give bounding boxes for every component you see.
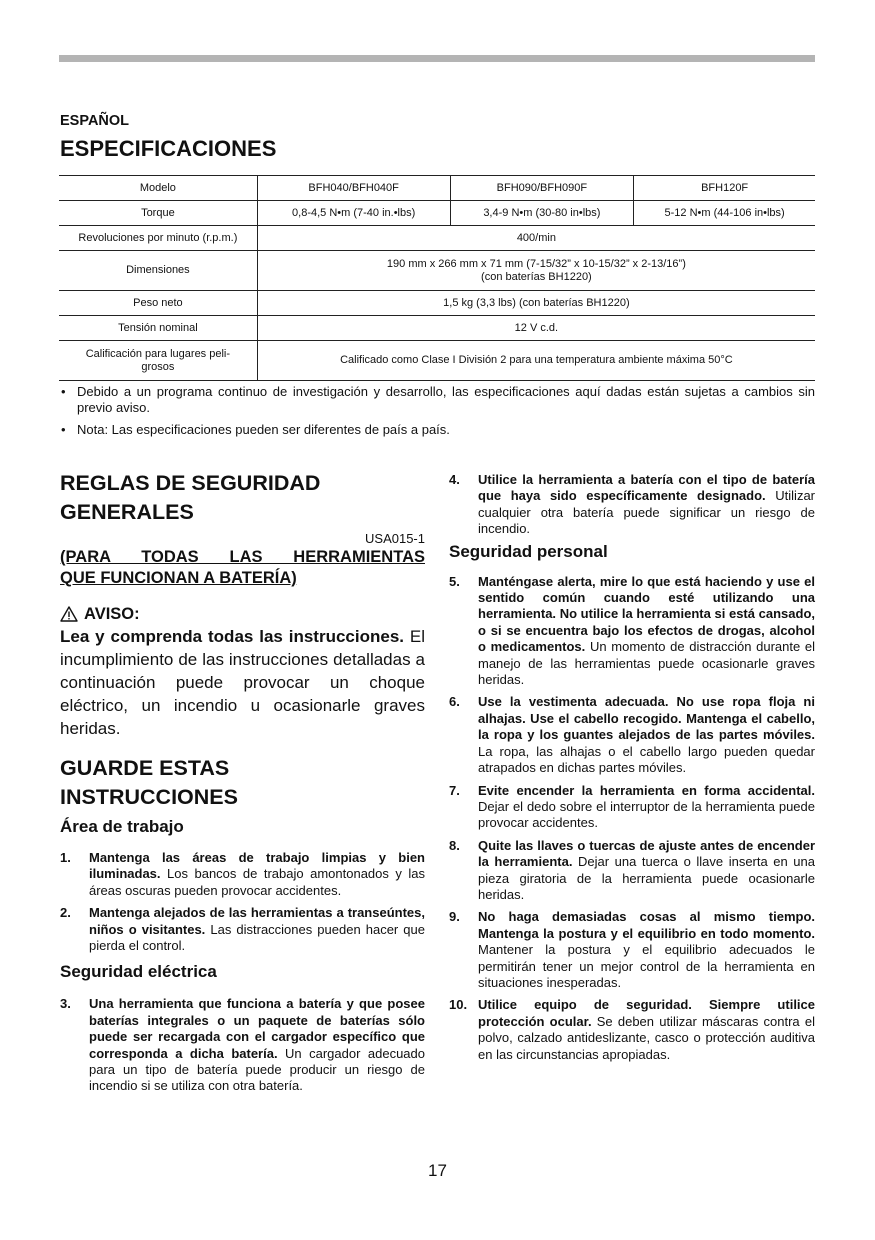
heading-save-instructions: GUARDE ESTAS INSTRUCCIONES — [60, 756, 238, 809]
table-cell: 5-12 N•m (44-106 in•lbs) — [634, 201, 815, 226]
row-label: Dimensiones — [59, 251, 257, 291]
item-bold: Mantenga las áreas de trabajo limpias y bien iluminadas. — [89, 850, 425, 882]
language-label: ESPAÑOL — [60, 113, 130, 129]
list-item — [449, 574, 815, 689]
list-item — [60, 850, 425, 899]
table-cell: 12 V c.d. — [257, 316, 815, 341]
table-cell: BFH090/BFH090F — [450, 176, 634, 201]
subheading-line: (PARA TODAS LAS HERRAMIENTAS — [60, 548, 425, 566]
list-item — [449, 472, 815, 538]
warning-label — [60, 603, 425, 625]
list-item — [60, 996, 425, 1094]
table-row — [59, 226, 815, 251]
table-row — [59, 201, 815, 226]
item-text: Un cargador adecuado para un tipo de batería puede producir un riesgo de incendio si se utiliza con otra batería. — [89, 1045, 425, 1094]
section-work-area: Área de trabajo — [60, 817, 184, 836]
list-item — [449, 838, 815, 904]
cell-line: grosos — [141, 360, 175, 373]
table-cell: 400/min — [257, 226, 815, 251]
cell-line: 190 mm x 266 mm x 71 mm (7-15/32” x 10-15/32” x 2-13/16”) — [386, 257, 686, 270]
item-bold: Utilice equipo de seguridad. Siempre utilice protección ocular. — [478, 997, 815, 1029]
table-row — [59, 316, 815, 341]
row-label: Modelo — [59, 176, 257, 201]
subheading-battery-tools — [60, 547, 425, 589]
heading-general-safety: REGLAS DE SEGURIDAD GENERALES — [60, 471, 321, 524]
work-area-list — [60, 850, 425, 954]
item-text: Utilizar cualquier otra batería puede significar un riesgo de incendio. — [478, 488, 815, 537]
item-bold: Evite encender la herramienta en forma accidental. — [478, 782, 815, 798]
row-label: Revoluciones por minuto (r.p.m.) — [59, 226, 257, 251]
personal-safety-list — [449, 574, 815, 1063]
item-bold: Use la vestimenta adecuada. No use ropa floja ni alhajas. Use el cabello recogido. Mantenga el cabello, la ropa y los guantes alejados de las partes móviles. — [478, 694, 815, 743]
item-bold: No haga demasiadas cosas al mismo tiempo. Mantenga la postura y el equilibrio en todo momento. — [478, 909, 815, 941]
list-item — [60, 905, 425, 954]
cell-line: (con baterías BH1220) — [481, 270, 592, 283]
section-electrical-safety: Seguridad eléctrica — [60, 962, 217, 982]
item-text: Dejar el dedo sobre el interruptor de la herramienta puede provocar accidentes. — [478, 798, 815, 831]
table-cell: BFH040/BFH040F — [257, 176, 450, 201]
warning-bold: Lea y comprenda todas las instrucciones. — [60, 627, 404, 646]
notes-list — [59, 384, 815, 444]
page-number: 17 — [428, 1161, 447, 1180]
row-label — [59, 341, 257, 381]
item-text: Mantener la postura y el equilibrio adecuados le permitirán tener un mejor control de la herramienta en situaciones inesperadas. — [478, 942, 815, 990]
warning-triangle-icon — [60, 606, 78, 622]
row-label: Peso neto — [59, 291, 257, 316]
cell-line: Calificación para lugares peli- — [85, 347, 231, 360]
list-item — [449, 694, 815, 776]
item-number: 10. — [449, 997, 468, 1013]
table-cell — [257, 251, 815, 291]
document-code: USA015-1 — [365, 531, 425, 546]
item-bold: Mantenga alejados de las herramientas a transeúntes, niños o visitantes. — [89, 905, 425, 937]
row-label: Torque — [59, 201, 257, 226]
item-text: Se deben utilizar máscaras contra el polvo, calzado antideslizante, casco o protección auditiva en las circunstancias apropiadas. — [478, 1013, 815, 1062]
warning-text: El incumplimiento de las instrucciones detalladas a continuación puede provocar un choque eléctrico, un incendio u ocasionarle graves heridas. — [60, 627, 425, 738]
table-row — [59, 341, 815, 381]
note-item: • Debido a un programa continuo de investigación y desarrollo, las especificaciones aquí dadas están sujetas a cambios sin previo aviso. — [59, 384, 815, 416]
item-text: Los bancos de trabajo amontonados y las áreas oscuras pueden provocar accidentes. — [89, 866, 425, 898]
left-column — [60, 469, 425, 1095]
table-row — [59, 176, 815, 201]
item-number: 1. — [60, 850, 71, 865]
item-number: 9. — [449, 909, 460, 925]
list-item — [449, 997, 815, 1063]
table-cell: 3,4-9 N•m (30-80 in•lbs) — [450, 201, 634, 226]
page-title: ESPECIFICACIONES — [60, 136, 277, 161]
note-item: • Nota: Las especificaciones pueden ser diferentes de país a país. — [59, 422, 815, 438]
section-personal-safety: Seguridad personal — [449, 541, 608, 561]
item-text: Las distracciones pueden hacer que pierda el control. — [89, 921, 425, 954]
item-number: 4. — [449, 472, 460, 487]
table-cell: 0,8-4,5 N•m (7-40 in.•lbs) — [257, 201, 450, 226]
right-column — [449, 472, 815, 1063]
item-bold: Utilice la herramienta a batería con el tipo de batería que haya sido específicamente designado. — [478, 472, 815, 504]
header-rule — [59, 55, 815, 62]
subheading-line: QUE FUNCIONAN A BATERÍA) — [60, 569, 297, 587]
item-bold: Una herramienta que funciona a batería y que posee baterías integrales o un paquete de baterías sólo puede ser recargada con el cargador específico que corresponda a dicha batería. — [89, 996, 425, 1061]
table-cell: Calificado como Clase I División 2 para una temperatura ambiente máxima 50°C — [257, 341, 815, 381]
row-label: Tensión nominal — [59, 316, 257, 341]
warning-label-text: AVISO: — [84, 605, 140, 623]
battery-list — [449, 472, 815, 538]
item-bold: Quite las llaves o tuercas de ajuste antes de encender la herramienta. — [478, 837, 815, 870]
item-number: 6. — [449, 694, 460, 710]
item-number: 2. — [60, 905, 71, 921]
list-item — [449, 909, 815, 991]
list-item — [449, 783, 815, 832]
table-cell: BFH120F — [634, 176, 815, 201]
item-number: 5. — [449, 573, 460, 589]
table-row — [59, 291, 815, 316]
warning-paragraph — [60, 625, 425, 740]
electrical-safety-list — [60, 996, 425, 1094]
specifications-table — [59, 175, 815, 381]
item-bold: Manténgase alerta, mire lo que está haciendo y use el sentido común cuando esté utilizando una herramienta. No utilice la herramienta si está cansado, o si se encuentra bajo los efectos de drogas, alcohol o medicamentos. — [478, 573, 815, 655]
table-cell: 1,5 kg (3,3 lbs) (con baterías BH1220) — [257, 291, 815, 316]
item-text: Un momento de distracción durante el manejo de las herramientas puede ocasionarle graves heridas. — [478, 639, 815, 688]
item-text: Dejar una tuerca o llave inserta en una pieza giratoria de la herramienta puede ocasionarle heridas. — [478, 854, 815, 902]
item-number: 8. — [449, 837, 460, 853]
item-text: La ropa, las alhajas o el cabello largo pueden quedar atrapados en dichas partes móviles. — [478, 743, 815, 776]
table-row — [59, 251, 815, 291]
item-number: 3. — [60, 996, 71, 1012]
item-number: 7. — [449, 782, 460, 798]
